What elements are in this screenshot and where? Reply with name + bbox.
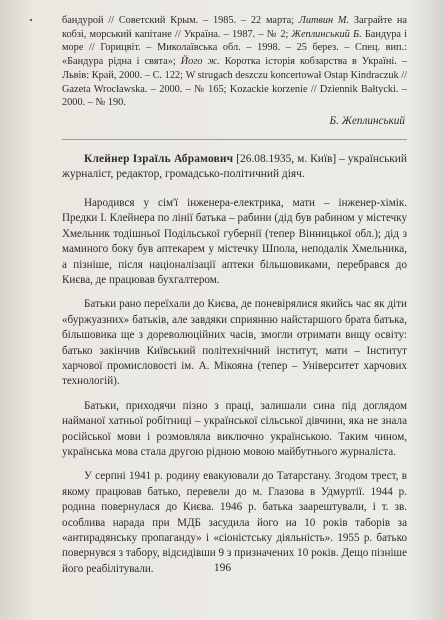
ref-text-3: Бандура і море // Горицвіт. – Миколаївська обл. – 1998. – 25 берез. – Спец. вип.: «Бандура рідна і свята»;	[62, 28, 407, 68]
ref-text-1: бандурой // Советский Крым. – 1985. – 22 марта;	[62, 15, 299, 26]
ref-author-2: Жеплинський Б.	[291, 28, 362, 40]
ref-author-3: Його ж.	[180, 56, 220, 68]
page-content	[62, 14, 407, 577]
bibliography-references	[62, 14, 407, 110]
entry-dates: [26.08.1935, м. Київ] – український журналіст, редактор, громадсько-політичний діяч.	[62, 152, 407, 181]
print-speck	[30, 19, 32, 21]
section-divider	[62, 139, 407, 140]
paragraph-4: У серпні 1941 р. родину евакуювали до Татарстану. Згодом трест, в якому працював батько, перевели до м. Глазова в Удмуртії. 1944 р. родина повернулася до Києва. 1946 р. батька заарештували, і т. зв. особлива нарада при МДБ засудила його на 10 років таборів за «антирадянську пропаганду» і «сіоністську діяльність». 1955 р. батько повернувся з табору, відсидівши 9 з призначених 10 років. Дещо пізніше його реабілітували.	[62, 470, 407, 575]
entry-heading	[62, 152, 407, 183]
page-number: 196	[213, 562, 232, 574]
entry-author-signature: Б. Жеплинський	[329, 114, 405, 127]
paragraph-1: Народився у сім'ї інженера-електрика, мати – інженер-хімік. Предки І. Клейнера по лінії батька – рабини (дід був рабином у містечку Хмельник тодішньої Подільської губернії (тепер Вінницької обл.); дід з маминого боку був аптекарем у містечку Шпола, неподалік Хмельника, а пізніше, після націоналізації аптеки більшовиками, перебрався до Києва, де працював бухгалтером.	[62, 196, 407, 286]
ref-text-2: Заграйте на кобзі, морський капітане // Україна. – 1987. – № 2;	[62, 15, 407, 40]
paragraph-3: Батьки, приходячи пізно з праці, залишали сина під доглядом найманої хатньої робітниці – української сільської дівчини, яка не знала російської мови і розмовляла виключно українською. Таким чином, українська мова стала другою рідною мовою майбутнього журналіста.	[62, 399, 407, 459]
ref-text-4: Коротка історія кобзарства в Україні. – Львів: Край, 2000. – С. 122; W strugach deszczu koncertował Ostap Kindraczuk // Gazeta Wrocławska. – 2000. – № 165; Kozackie korzenie // Dziennik Bałtycki. – 2000. – № 190.	[62, 56, 407, 109]
ref-author-1: Литвин М.	[298, 15, 350, 26]
paragraph-2: Батьки рано переїхали до Києва, де поневірялися якийсь час як діти «буржуазних» батьків, але завдяки сприянню найстаршого брата батька, більшовика ще з дореволюційних часів, змогли отримати вищу освіту: батько закінчив Київський політехнічний інститут, мати – Інститут харчової промисловості ім. А. Мікояна (тепер – Університет харчових технологій).	[62, 298, 407, 388]
entry-name: Клейнер Ізраїль Абрамович	[84, 152, 234, 165]
